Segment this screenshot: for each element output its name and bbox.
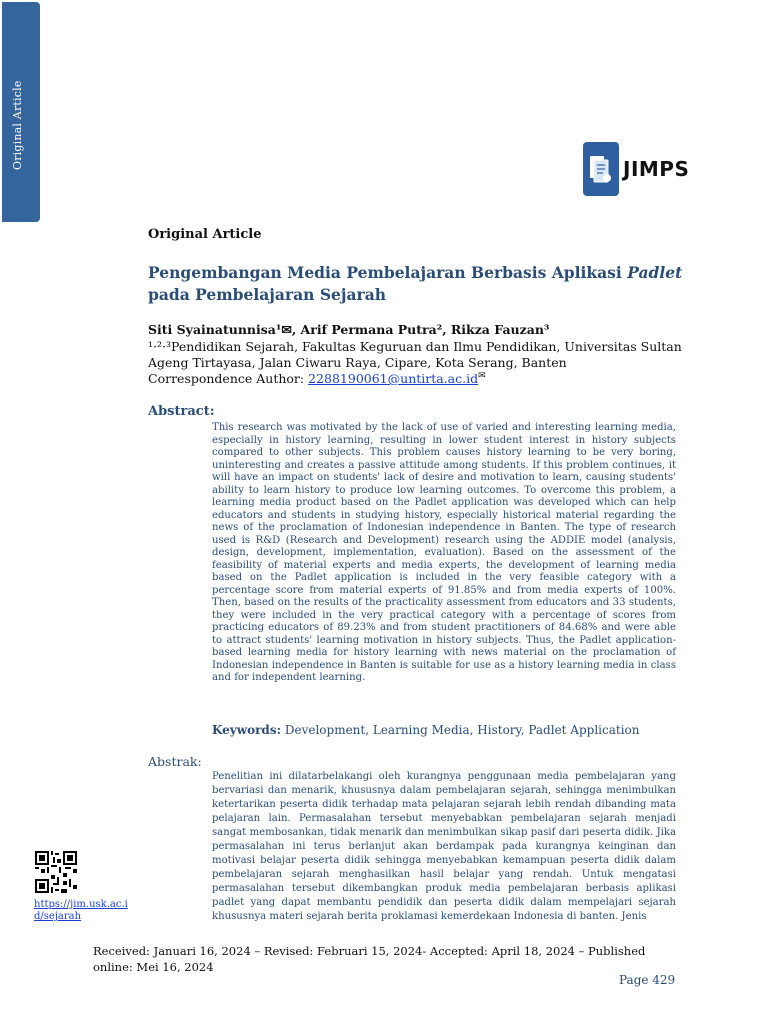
article-type: Original Article [148,227,262,242]
journal-url-line2[interactable]: d/sejarah [34,911,82,922]
journal-url-line1[interactable]: https://jim.usk.ac.i [34,899,128,910]
abstrak-heading: Abstrak: [148,754,202,769]
abstract-text: This research was motivated by the lack of use of varied and interesting learning media, especially in history learning, resulting in lower student interest in history subjects compared to other subjects. This problem causes history learning to be very boring, uninteresting and creates a passive attitude among students. If this problem continues, it will have an impact on students' lack of desire and motivation to learn, causing students' ability to learn history to produce low learning outcomes. To overcome this problem, a learning media product based on the Padlet application was developed which can help educators and students in studying history, especially historical material regarding the news of the proclamation of Indonesian independence in Banten. The type of research used is R&D (Research and Development) research using the ADDIE model (analysis, design, development, implementation, evaluation). Based on the assessment of the feasibility of material experts and media experts, the development of learning media based on the Padlet application is included in the very feasible category with a percentage score from material experts of 91.85% and from media experts of 100%. Then, based on the results of the practicality assessment from educators and 33 students, they were included in the very practical category with a percentage of scores from practicing educators of 89.23% and from student practitioners of 84.68% and were able to attract students' learning motivation in history subjects. Thus, the Padlet application-based learning media for history learning with news material on the proclamation of Indonesian independence in Banten is suitable for use as a history learning media in class and for independent learning. [212,422,676,683]
mail-icon: ✉ [478,371,486,381]
keywords [212,723,640,737]
affiliation: ¹·²·³Pendidikan Sejarah, Fakultas Keguruan dan Ilmu Pendidikan, Universitas Sultan Ageng Tirtayasa, Jalan Ciwaru Raya, Cipare, Kota Serang, Banten [148,339,682,370]
article-title [148,262,688,306]
title-main: Pengembangan Media Pembelajaran Berbasis Aplikasi [148,263,622,282]
qr-code-icon[interactable] [35,851,77,893]
sidebar-label: Original Article [11,80,24,170]
title-line2: pada Pembelajaran Sejarah [148,285,387,304]
keywords-label: Keywords: [212,723,282,737]
title-italic: Padlet [627,263,683,282]
abstrak-text: Penelitian ini dilatarbelakangi oleh kurangnya penggunaan media pembelajaran yang bervariasi dan menarik, khususnya dalam pembelajaran sejarah, sehingga menimbulkan ketertarikan peserta didik terhadap mata pelajaran sejarah lebih rendah dibanding mata pelajaran lain. Permasalahan tersebut menyebabkan pembelajaran sejarah menjadi sangat membosankan, tidak menarik dan menimbulkan sikap pasif dari peserta didik. Jika permasalahan ini terus berlanjut akan berdampak pada kurangnya keinginan dan motivasi belajar peserta didik sehingga menyebabkan kemampuan peserta didik dalam pembelajaran sejarah menghasilkan hasil belajar yang rendah. Untuk mengatasi permasalahan tersebut dikembangkan produk media pembelajaran berbasis aplikasi padlet yang dapat membantu pendidik dan peserta didik dalam mempelajari sejarah khususnya materi sejarah berita proklamasi kemerdekaan Indonesia di banten. Jenis [212,771,676,922]
journal-url-link[interactable] [34,899,134,923]
correspondence [148,371,486,386]
publication-dates: Received: Januari 16, 2024 – Revised: Februari 15, 2024- Accepted: April 18, 2024 – Published online: Mei 16, 2024 [93,944,646,974]
journal-logo [583,142,689,196]
authors: Siti Syainatunnisa¹✉, Arif Permana Putra², Rikza Fauzan³ [148,322,550,337]
abstract-heading: Abstract: [148,404,215,419]
book-document-icon [583,142,619,196]
keywords-list: Development, Learning Media, History, Padlet Application [284,723,640,737]
correspondence-email-link[interactable]: 2288190061@untirta.ac.id [308,371,479,387]
page-number: Page 429 [619,973,676,987]
journal-logo-text: JIMPS [623,157,690,181]
correspondence-label: Correspondence Author: [148,371,305,387]
sidebar-tab [2,2,40,222]
